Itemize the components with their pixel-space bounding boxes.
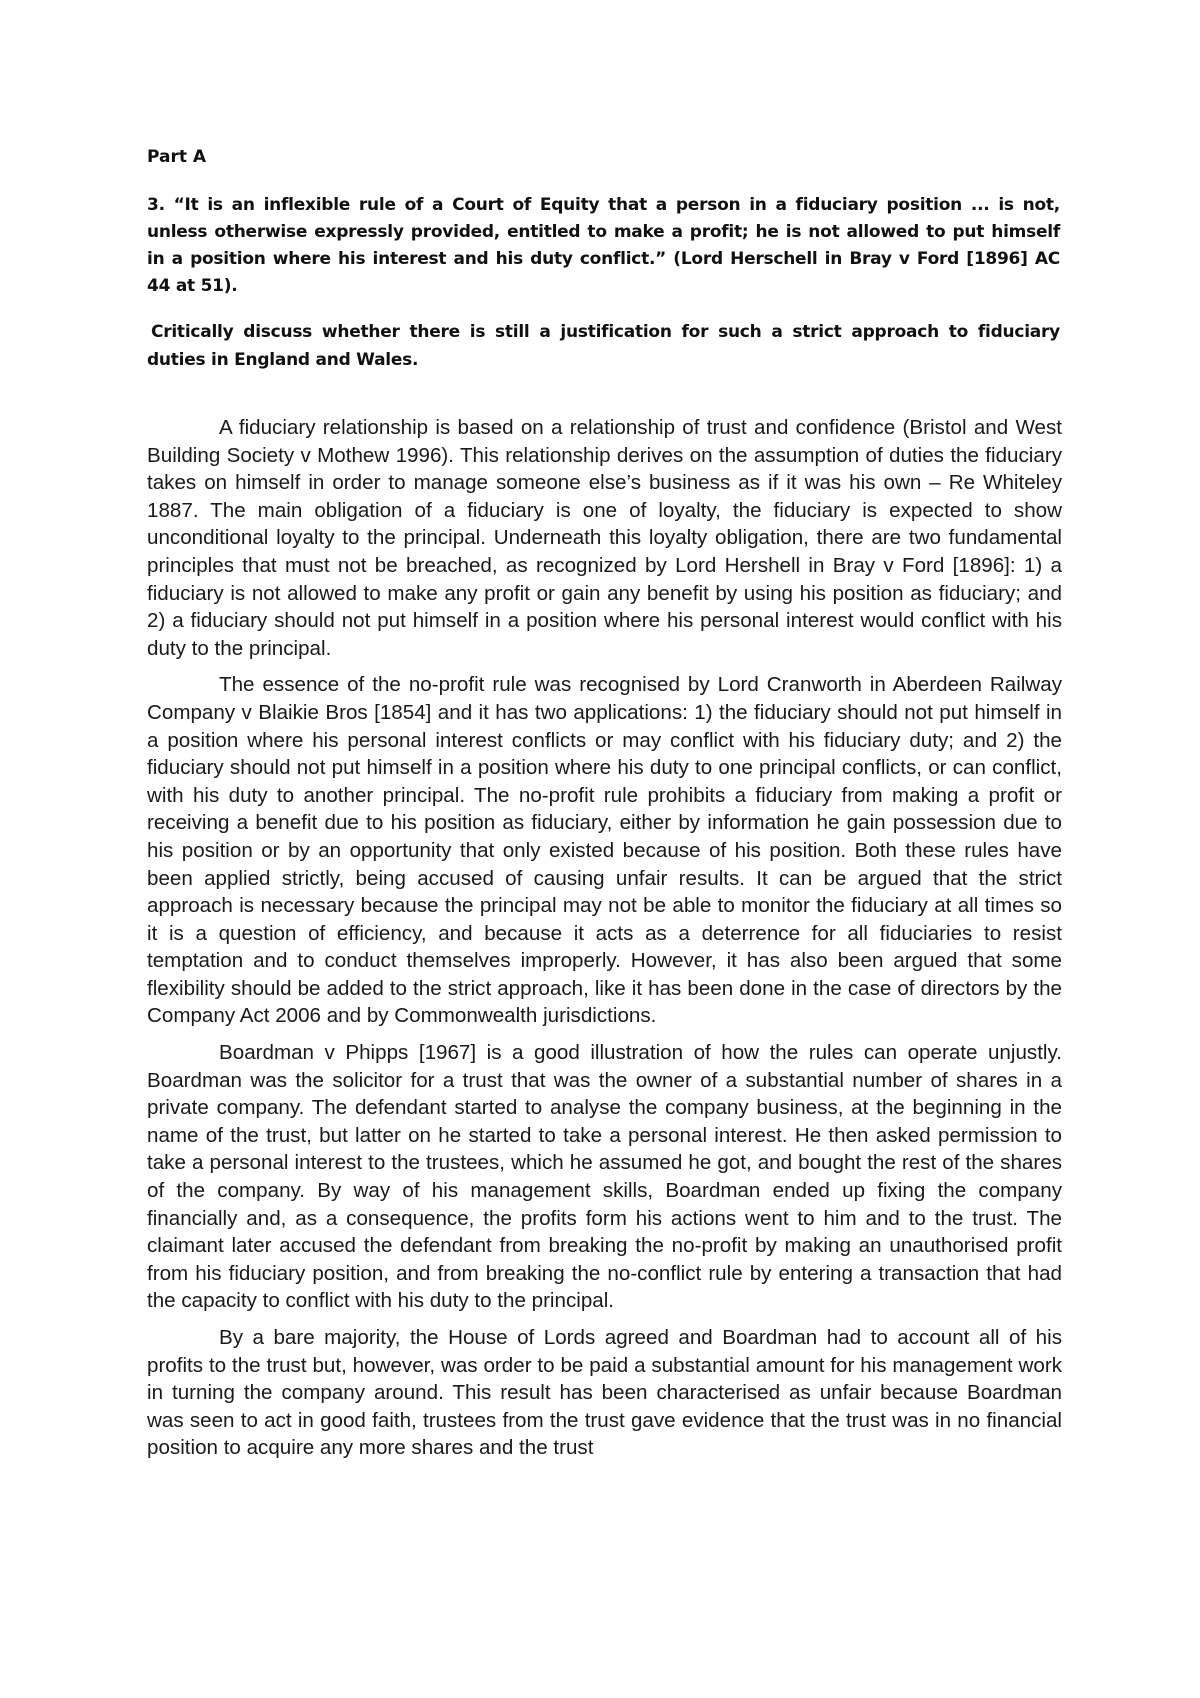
body-paragraph-2: The essence of the no-profit rule was recognised by Lord Cranworth in Aberdeen Railway Company v Blaikie Bros [1854] and it has two applications: 1) the fiduciary should not put himself in a position where his personal interest conflicts or may conflict with his fiduciary duty; and 2) the fiduciary should not put himself in a position where his duty to one principal conflicts, or can conflict, with his duty to another principal. The no-profit rule prohibits a fiduciary from making a profit or receiving a benefit due to his position as fiduciary, either by information he gain possession due to his position or by an opportunity that only existed because of his position. Both these rules have been applied strictly, being accused of causing unfair results. It can be argued that the strict approach is necessary because the principal may not be able to monitor the fiduciary at all times so it is a question of efficiency, and because it acts as a deterrence for all fiduciaries to resist temptation and to conduct themselves improperly. However, it has also been argued that some flexibility should be added to the strict approach, like it has been done in the case of directors by the Company Act 2006 and by Commonwealth jurisdictions.: [147, 673, 1062, 1028]
instruction-text: Critically discuss whether there is still a justification for such a strict approach to fiduciary duties in England and Wales.: [147, 322, 1060, 370]
body-paragraph-4: By a bare majority, the House of Lords agreed and Boardman had to account all of his profits to the trust but, however, was order to be paid a substantial amount for his management work in turning the company around. This result has been characterised as unfair because Boardman was seen to act in good faith, trustees from the trust gave evidence that the trust was in no financial position to acquire any more shares and the trust: [147, 1326, 1062, 1460]
part-label: Part A: [147, 147, 207, 167]
question-header: [147, 146, 1060, 374]
question-text: 3. “It is an inflexible rule of a Court of Equity that a person in a fiduciary position ... is not, unless otherwise expressly provided, entitled to make a profit; he is not allowed to put himself in a position where his interest and his duty conflict.” (Lord Herschell in Bray v Ford [1896] AC 44 at 51).: [147, 195, 1060, 296]
body-paragraph-3: Boardman v Phipps [1967] is a good illustration of how the rules can operate unjustly. Boardman was the solicitor for a trust that was the owner of a substantial number of shares in a private company. The defendant started to analyse the company business, at the beginning in the name of the trust, but latter on he started to take a personal interest. He then asked permission to take a personal interest to the trustees, which he assumed he got, and bought the rest of the shares of the company. By way of his management skills, Boardman ended up fixing the company financially and, as a consequence, the profits form his actions went to him and to the trust. The claimant later accused the defendant from breaking the no-profit by making an unauthorised profit from his fiduciary position, and from breaking the no-conflict rule by entering a transaction that had the capacity to conflict with his duty to the principal.: [147, 1041, 1062, 1313]
body-paragraph-1: A fiduciary relationship is based on a relationship of trust and confidence (Bristol and West Building Society v Mothew 1996). This relationship derives on the assumption of duties the fiduciary takes on himself in order to manage someone else’s business as if it was his own – Re Whiteley 1887. The main obligation of a fiduciary is one of loyalty, the fiduciary is expected to show unconditional loyalty to the principal. Underneath this loyalty obligation, there are two fundamental principles that must not be breached, as recognized by Lord Hershell in Bray v Ford [1896]: 1) a fiduciary is not allowed to make any profit or gain any benefit by using his position as fiduciary; and 2) a fiduciary should not put himself in a position where his personal interest would conflict with his duty to the principal.: [147, 416, 1062, 660]
essay-body: [147, 414, 1062, 1471]
